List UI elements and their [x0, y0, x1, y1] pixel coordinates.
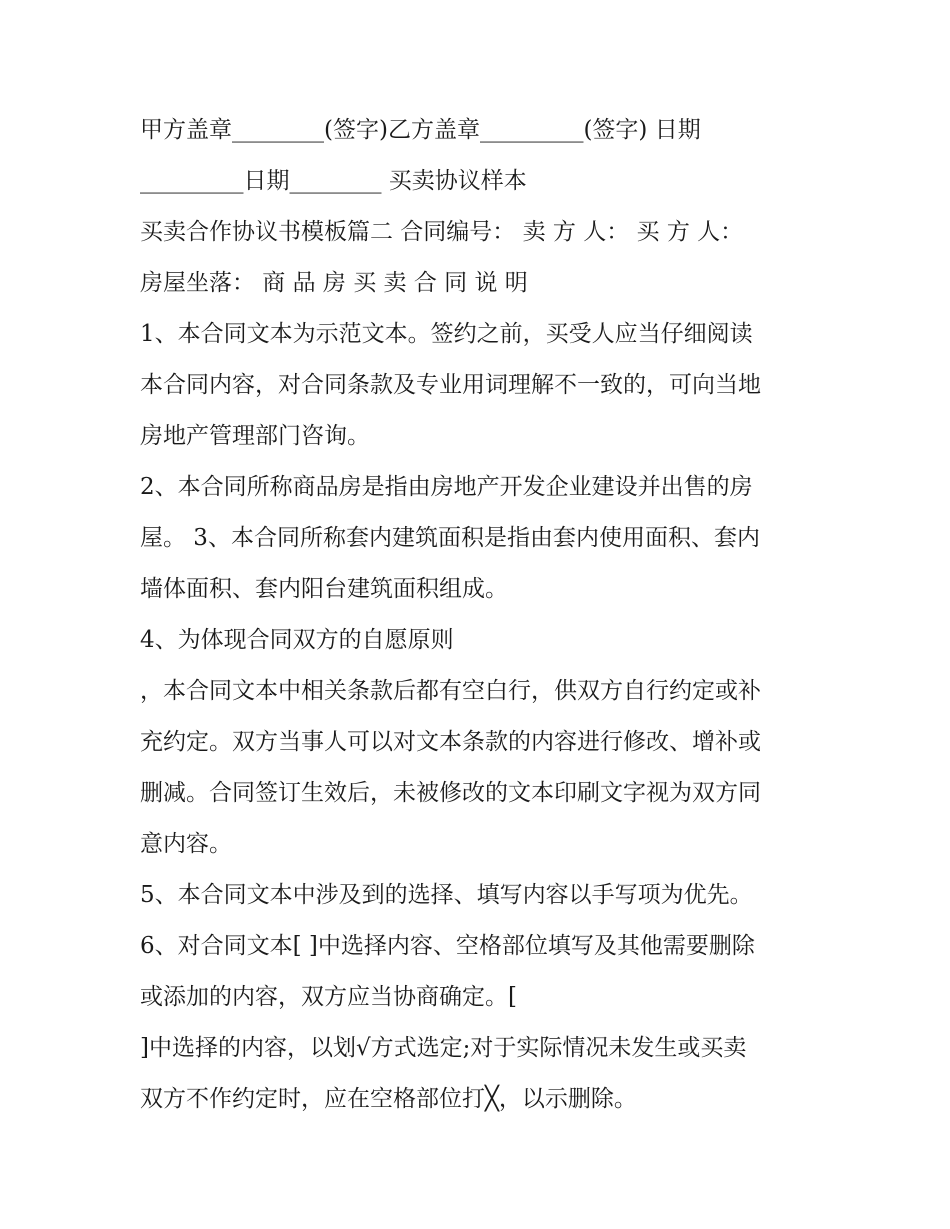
- text-line: ]中选择的内容，以划√方式选定;对于实际情况未发生或买卖: [140, 1035, 747, 1061]
- text-line: 5、本合同文本中涉及到的选择、填写内容以手写项为优先。: [140, 882, 753, 908]
- text-line: 删减。合同签订生效后，未被修改的文本印刷文字视为双方同: [140, 780, 761, 806]
- text-line: 本合同内容，对合同条款及专业用词理解不一致的，可向当地: [140, 372, 761, 398]
- text-line: 意内容。: [140, 831, 232, 857]
- text-line: 2、本合同所称商品房是指由房地产开发企业建设并出售的房: [140, 474, 753, 500]
- text-line: 墙体面积、套内阳台建筑面积组成。: [140, 576, 508, 602]
- text-line: 房屋坐落： 商 品 房 买 卖 合 同 说 明: [140, 270, 528, 296]
- text-line: 6、对合同文本[ ]中选择内容、空格部位填写及其他需要删除: [140, 933, 755, 959]
- text-line: 双方不作约定时，应在空格部位打╳，以示删除。: [140, 1086, 637, 1112]
- text-line: 屋。 3、本合同所称套内建筑面积是指由套内使用面积、套内: [140, 525, 760, 551]
- document-body: [140, 105, 820, 1125]
- text-line: 充约定。双方当事人可以对文本条款的内容进行修改、增补或: [140, 729, 761, 755]
- text-line: 房地产管理部门咨询。: [140, 423, 370, 449]
- text-line: 或添加的内容，双方应当协商确定。[: [140, 984, 517, 1010]
- text-line: 买卖合作协议书模板篇二 合同编号： 卖 方 人： 买 方 人：: [140, 219, 744, 245]
- text-line: 4、为体现合同双方的自愿原则: [140, 627, 454, 653]
- text-line: 甲方盖章________(签字)乙方盖章_________(签字) 日期: [140, 117, 701, 143]
- text-line: 1、本合同文本为示范文本。签约之前，买受人应当仔细阅读: [140, 321, 753, 347]
- text-line: _________日期________ 买卖协议样本: [140, 168, 527, 194]
- text-line: ，本合同文本中相关条款后都有空白行，供双方自行约定或补: [140, 678, 761, 704]
